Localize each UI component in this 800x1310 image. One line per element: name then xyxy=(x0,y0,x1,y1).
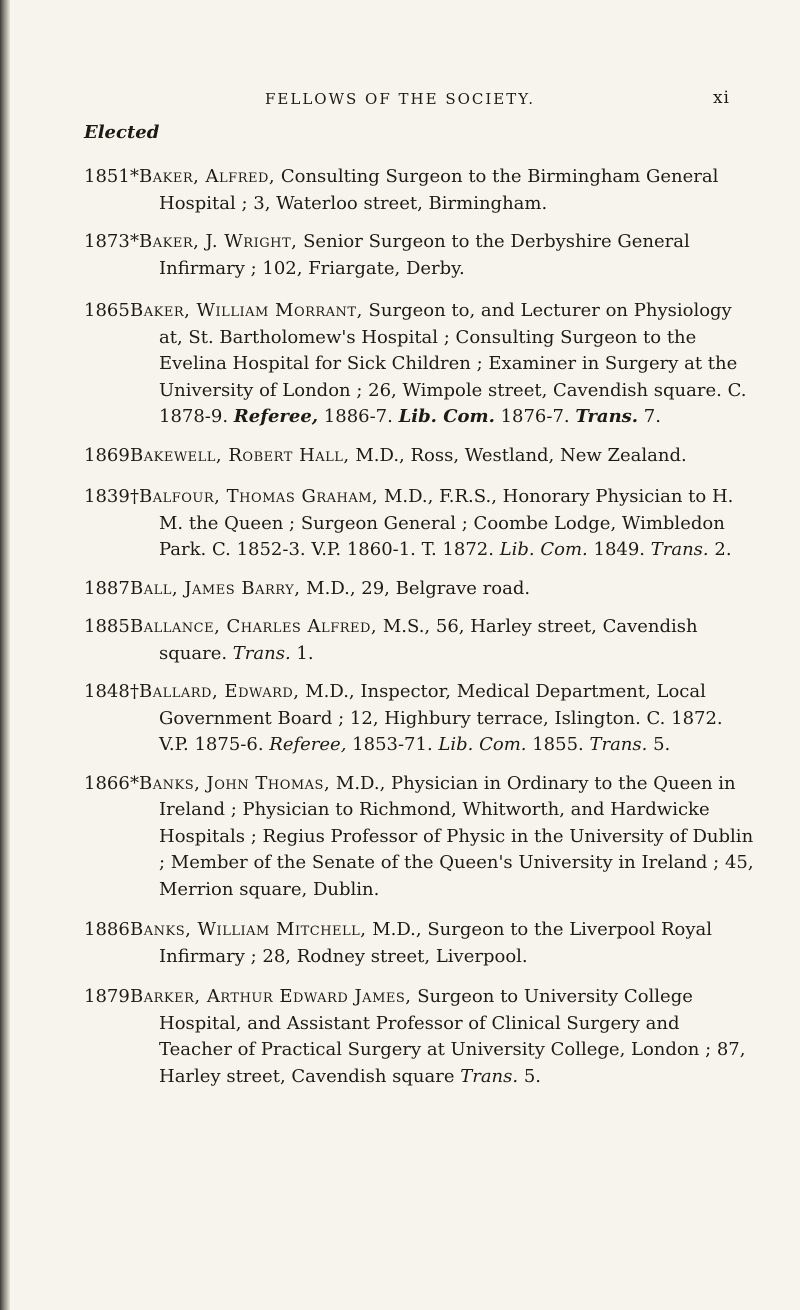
fellow-entry xyxy=(84,771,754,904)
fellows-list xyxy=(84,152,754,1090)
fellow-description: M.S., 56, Harley street, Cavendish square. xyxy=(159,616,698,664)
fellow-record-value: 1849. xyxy=(587,539,651,560)
fellow-details xyxy=(130,614,754,667)
fellow-details xyxy=(130,229,754,282)
fellow-details xyxy=(130,484,754,564)
fellow-record-value: 7. xyxy=(638,406,661,427)
elected-year: 1879 xyxy=(84,986,130,1007)
fellow-details xyxy=(130,679,754,759)
elected-year: 1885 xyxy=(84,616,130,637)
fellow-record-label: Lib. Com. xyxy=(398,406,495,427)
fellow-details xyxy=(130,576,754,603)
fellow-description: M.D., Inspector, Medical Department, Local Government Board ; 12, Highbury terrace, Islington. C. 1872. V.P. 1875-6. xyxy=(159,681,723,755)
fellow-description: Surgeon to, and Lecturer on Physiology at, St. Bartholomew's Hospital ; Consulting Surgeon to the Evelina Hospital for Sick Children ; Examiner in Surgery at the University of London ; 26, Wimpole street, Cavendish square. C. 1878-9. xyxy=(159,300,747,427)
fellow-entry xyxy=(84,443,754,470)
fellow-record-label: Trans. xyxy=(460,1065,519,1087)
elected-year: 1873 xyxy=(84,231,130,252)
fellow-details xyxy=(130,917,754,970)
elected-year: 1887 xyxy=(84,577,130,599)
fellow-name: Barker, Arthur Edward James, xyxy=(130,986,412,1007)
fellow-name: Baker, J. Wright, xyxy=(139,231,298,252)
fellow-record-label: Referee, xyxy=(233,406,319,427)
fellow-marker: * xyxy=(130,772,139,794)
fellow-name: Bakewell, Robert Hall, xyxy=(130,444,350,466)
fellow-record-label: Lib. Com. xyxy=(438,734,527,755)
fellow-details xyxy=(130,298,754,431)
fellow-record-value: 1886-7. xyxy=(318,406,399,427)
fellow-entry xyxy=(84,984,754,1090)
fellow-marker: * xyxy=(130,166,139,187)
running-title: FELLOWS OF THE SOCIETY. xyxy=(265,90,535,108)
fellow-details xyxy=(130,771,754,904)
elected-year: 1848 xyxy=(84,681,130,702)
fellow-description: Senior Surgeon to the Derbyshire General Infirmary ; 102, Friargate, Derby. xyxy=(159,231,690,279)
fellow-record-label: Trans. xyxy=(232,642,291,664)
elected-year: 1866 xyxy=(84,772,130,794)
fellow-name: Ballard, Edward, xyxy=(139,681,300,702)
fellow-record-value: 1855. xyxy=(526,734,590,755)
fellow-details xyxy=(130,984,754,1090)
fellow-details xyxy=(130,164,754,217)
elected-year: 1851 xyxy=(84,166,130,187)
fellow-record-value: 1. xyxy=(290,642,314,664)
fellow-entry xyxy=(84,164,754,217)
fellow-description: M.D., Ross, Westland, New Zealand. xyxy=(349,444,687,466)
fellow-entry xyxy=(84,614,754,667)
fellow-name: Ball, James Barry, xyxy=(130,577,301,599)
fellow-description: M.D., Physician in Ordinary to the Queen in Ireland ; Physician to Richmond, Whitworth, and Hardwicke Hospitals ; Regius Professor of Physic in the University of Dublin ; Member of the Senate of the Queen's University in Ireland ; 45, Merrion square, Dublin. xyxy=(159,772,754,900)
fellow-description: Consulting Surgeon to the Birmingham General Hospital ; 3, Waterloo street, Birmingham. xyxy=(159,166,719,214)
running-head xyxy=(0,86,800,116)
elected-year: 1886 xyxy=(84,919,130,940)
fellow-entry xyxy=(84,229,754,282)
fellow-name: Ballance, Charles Alfred, xyxy=(130,616,378,637)
fellow-description: M.D., 29, Belgrave road. xyxy=(300,577,531,599)
elected-year: 1869 xyxy=(84,444,130,466)
fellow-record-value: 1853-71. xyxy=(346,734,439,755)
fellow-record-value: 5. xyxy=(518,1065,542,1087)
fellow-record-label: Trans. xyxy=(589,734,648,755)
elected-year: 1839 xyxy=(84,486,130,507)
fellow-record-label: Lib. Com. xyxy=(499,539,588,560)
fellow-name: Balfour, Thomas Graham, xyxy=(139,486,379,507)
fellow-name: Banks, John Thomas, xyxy=(139,772,331,794)
fellow-entry xyxy=(84,679,754,759)
fellow-entry xyxy=(84,484,754,564)
fellow-record-value: 5. xyxy=(647,734,671,755)
fellow-description: M.D., Surgeon to the Liverpool Royal Infirmary ; 28, Rodney street, Liverpool. xyxy=(159,919,713,967)
elected-year: 1865 xyxy=(84,300,130,321)
fellow-entry xyxy=(84,917,754,970)
fellow-marker: † xyxy=(130,681,139,702)
fellow-entry xyxy=(84,298,754,431)
page-binding-edge xyxy=(0,0,10,1310)
fellow-record-label: Trans. xyxy=(575,406,639,427)
fellow-name: Baker, Alfred, xyxy=(139,166,276,187)
page-number: xi xyxy=(712,88,730,108)
fellow-name: Banks, William Mitchell, xyxy=(130,919,367,940)
fellow-details xyxy=(130,443,754,470)
fellow-record-value: 1876-7. xyxy=(494,406,576,427)
fellow-entry xyxy=(84,576,754,603)
elected-column-heading: Elected xyxy=(84,122,160,143)
fellow-marker: * xyxy=(130,231,139,252)
fellow-description: M.D., F.R.S., Honorary Physician to H. M. the Queen ; Surgeon General ; Coombe Lodge, Wimbledon Park. C. 1852-3. V.P. 1860-1. T. 1872. xyxy=(159,486,734,560)
fellow-record-label: Trans. xyxy=(650,539,709,560)
fellow-record-value: 2. xyxy=(708,539,732,560)
fellow-record-label: Referee, xyxy=(269,734,347,755)
fellow-marker: † xyxy=(130,486,139,507)
fellow-description: Surgeon to University College Hospital, and Assistant Professor of Clinical Surgery and Teacher of Practical Surgery at University College, London ; 87, Harley street, Cavendish square xyxy=(159,986,746,1087)
fellow-name: Baker, William Morrant, xyxy=(130,300,363,321)
